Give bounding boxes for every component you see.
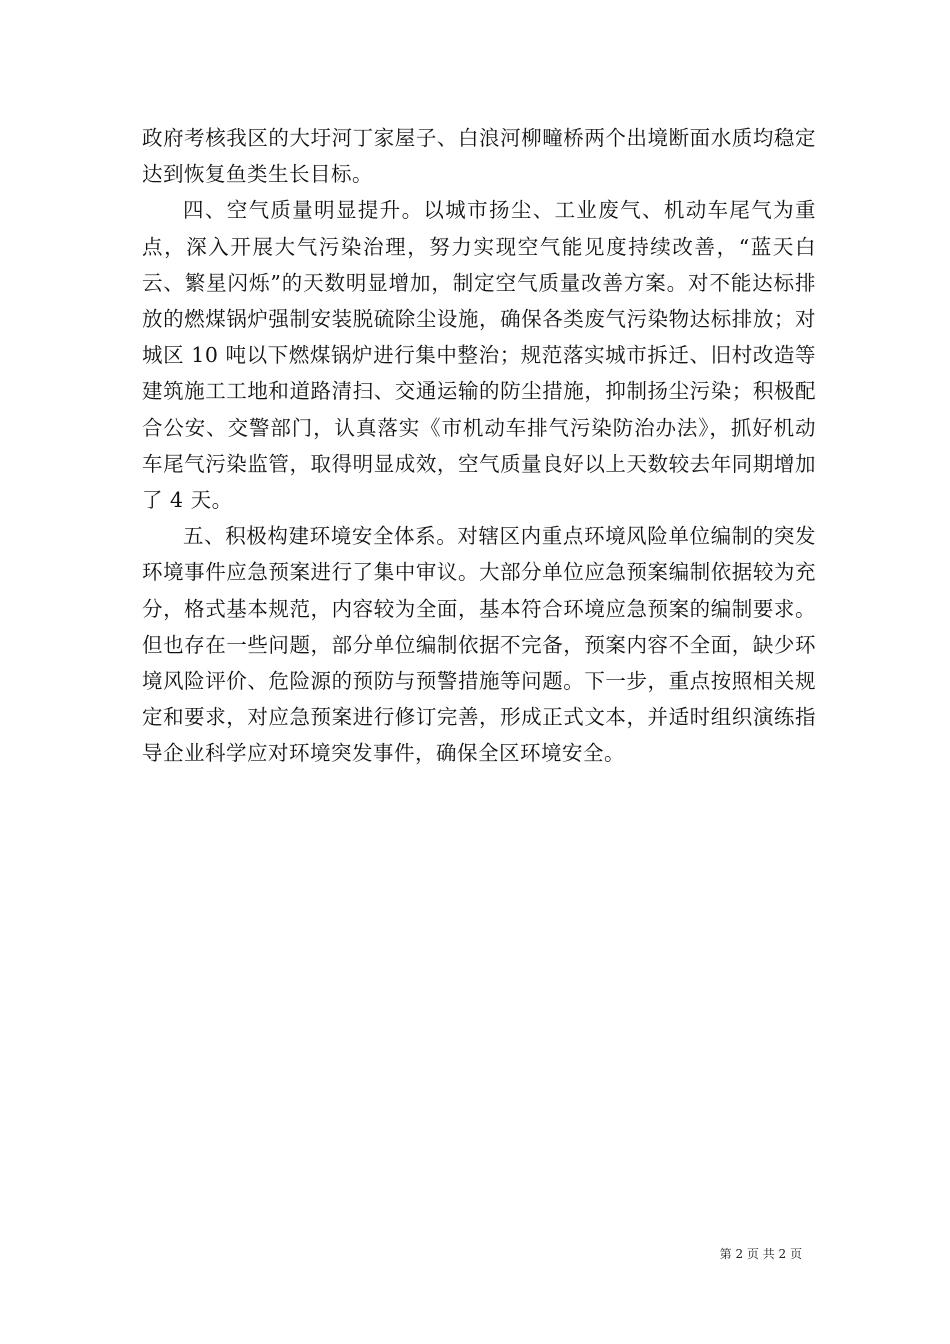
paragraph-water-quality: 政府考核我区的大圩河丁家屋子、白浪河柳疃桥两个出境断面水质均稳定达到恢复鱼类生长目标。 bbox=[142, 126, 816, 187]
document-body bbox=[142, 120, 816, 772]
page-number-footer: 第 2 页 共 2 页 bbox=[719, 1247, 802, 1261]
paragraph-air-quality: 四、空气质量明显提升。以城市扬尘、工业废气、机动车尾气为重点，深入开展大气污染治理，努力实现空气能见度持续改善，“蓝天白云、繁星闪烁”的天数明显增加，制定空气质量改善方案。对不能达标排放的燃煤锅炉强制安装脱硫除尘设施，确保各类废气污染物达标排放；对城区 10 吨以下燃煤锅炉进行集中整治；规范落实城市拆迁、旧村改造等建筑施工工地和道路清扫、交通运输的防尘措施，抑制扬尘污染；积极配合公安、交警部门，认真落实《市机动车排气污染防治办法》，抓好机动车尾气污染监管，取得明显成效，空气质量良好以上天数较去年同期增加了 4 天。 bbox=[142, 198, 816, 513]
paragraph-environmental-safety: 五、积极构建环境安全体系。对辖区内重点环境风险单位编制的突发环境事件应急预案进行了集中审议。大部分单位应急预案编制依据较为充分，格式基本规范，内容较为全面，基本符合环境应急预案的编制要求。但也存在一些问题，部分单位编制依据不完备，预案内容不全面，缺少环境风险评价、危险源的预防与预警措施等问题。下一步，重点按照相关规定和要求，对应急预案进行修订完善，形成正式文本，并适时组织演练指导企业科学应对环境突发事件，确保全区环境安全。 bbox=[142, 524, 816, 766]
